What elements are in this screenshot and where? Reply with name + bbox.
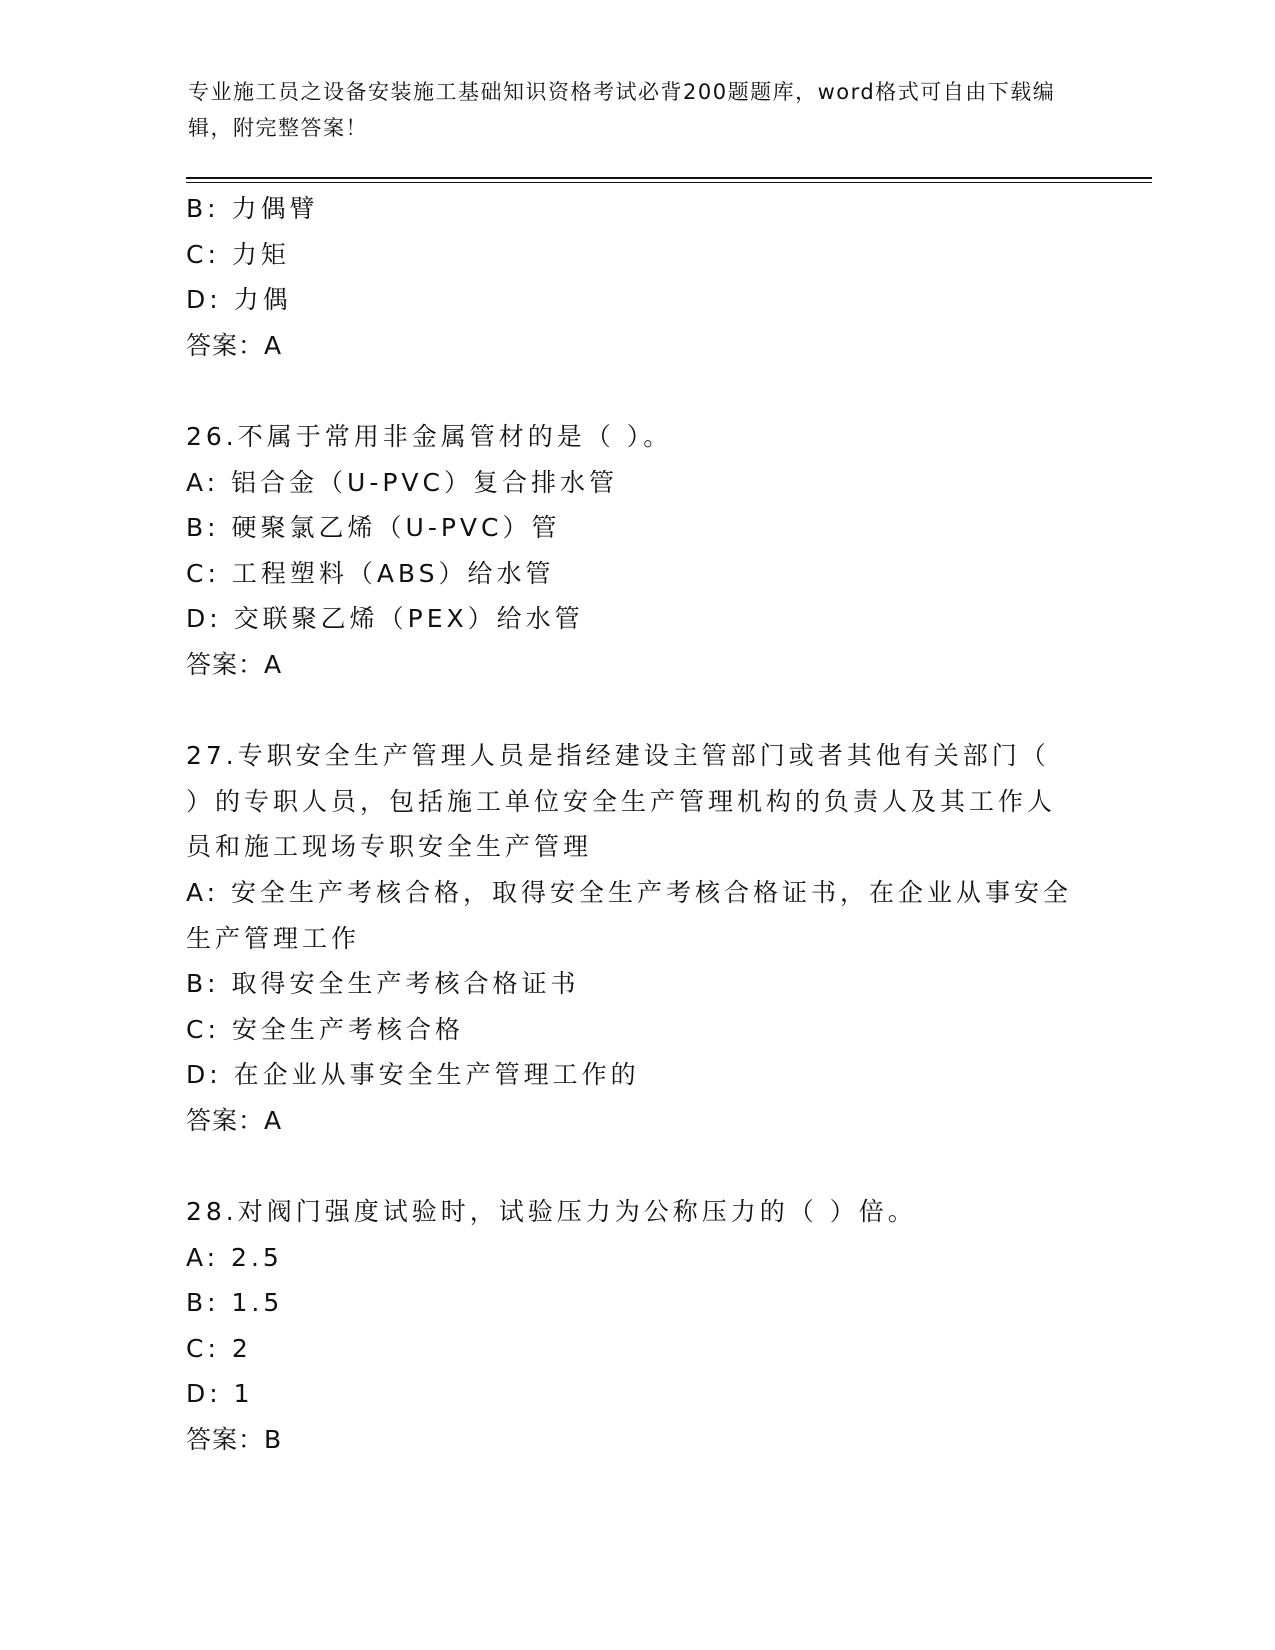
header-rule — [186, 177, 1152, 179]
question-text: ）的专职人员，包括施工单位安全生产管理机构的负责人及其工作人 — [186, 786, 1057, 816]
previous-question-tail — [186, 186, 1086, 368]
option-c: C: 安全生产考核合格 — [186, 1014, 464, 1044]
document-title: 专业施工员之设备安装施工基础知识资格考试必背200题题库，word格式可自由下载编辑，附完整答案！ — [188, 80, 1056, 140]
question-28 — [186, 1189, 1086, 1463]
page-header — [188, 74, 1068, 146]
answer-line: 答案：A — [186, 330, 283, 360]
option-a-continued: 生产管理工作 — [186, 923, 361, 953]
answer-line: 答案：A — [186, 1105, 283, 1135]
question-text: 28.对阀门强度试验时，试验压力为公称压力的（ ）倍。 — [186, 1197, 917, 1227]
question-text: 员和施工现场专职安全生产管理 — [186, 832, 593, 862]
answer-line: 答案：B — [186, 1425, 283, 1455]
option-a: A: 安全生产考核合格，取得安全生产考核合格证书，在企业从事安全 — [186, 877, 1073, 907]
option-c: C: 工程塑料（ABS）给水管 — [186, 558, 555, 588]
option-a: A: 铝合金（U-PVC）复合排水管 — [186, 467, 618, 497]
option-c: C: 力矩 — [186, 239, 290, 269]
header-rule-thin — [186, 182, 1152, 183]
option-b: B: 取得安全生产考核合格证书 — [186, 969, 580, 999]
question-spacer — [186, 1143, 1086, 1189]
question-text: 27.专职安全生产管理人员是指经建设主管部门或者其他有关部门（ — [186, 741, 1050, 771]
option-b: B: 1.5 — [186, 1288, 284, 1318]
option-b: B: 硬聚氯乙烯（U-PVC）管 — [186, 513, 561, 543]
option-d: D: 交联聚乙烯（PEX）给水管 — [186, 604, 584, 634]
question-spacer — [186, 368, 1086, 414]
option-a: A: 2.5 — [186, 1242, 283, 1272]
option-d: D: 力偶 — [186, 285, 292, 315]
question-spacer — [186, 688, 1086, 734]
option-b: B: 力偶臂 — [186, 194, 319, 223]
option-c: C: 2 — [186, 1333, 252, 1363]
option-d: D: 1 — [186, 1379, 254, 1409]
question-content — [186, 186, 1086, 1463]
answer-line: 答案：A — [186, 649, 283, 679]
option-d: D: 在企业从事安全生产管理工作的 — [186, 1060, 640, 1090]
question-text: 26.不属于常用非金属管材的是（ ）。 — [186, 421, 673, 451]
question-27 — [186, 733, 1086, 1143]
question-26 — [186, 414, 1086, 688]
